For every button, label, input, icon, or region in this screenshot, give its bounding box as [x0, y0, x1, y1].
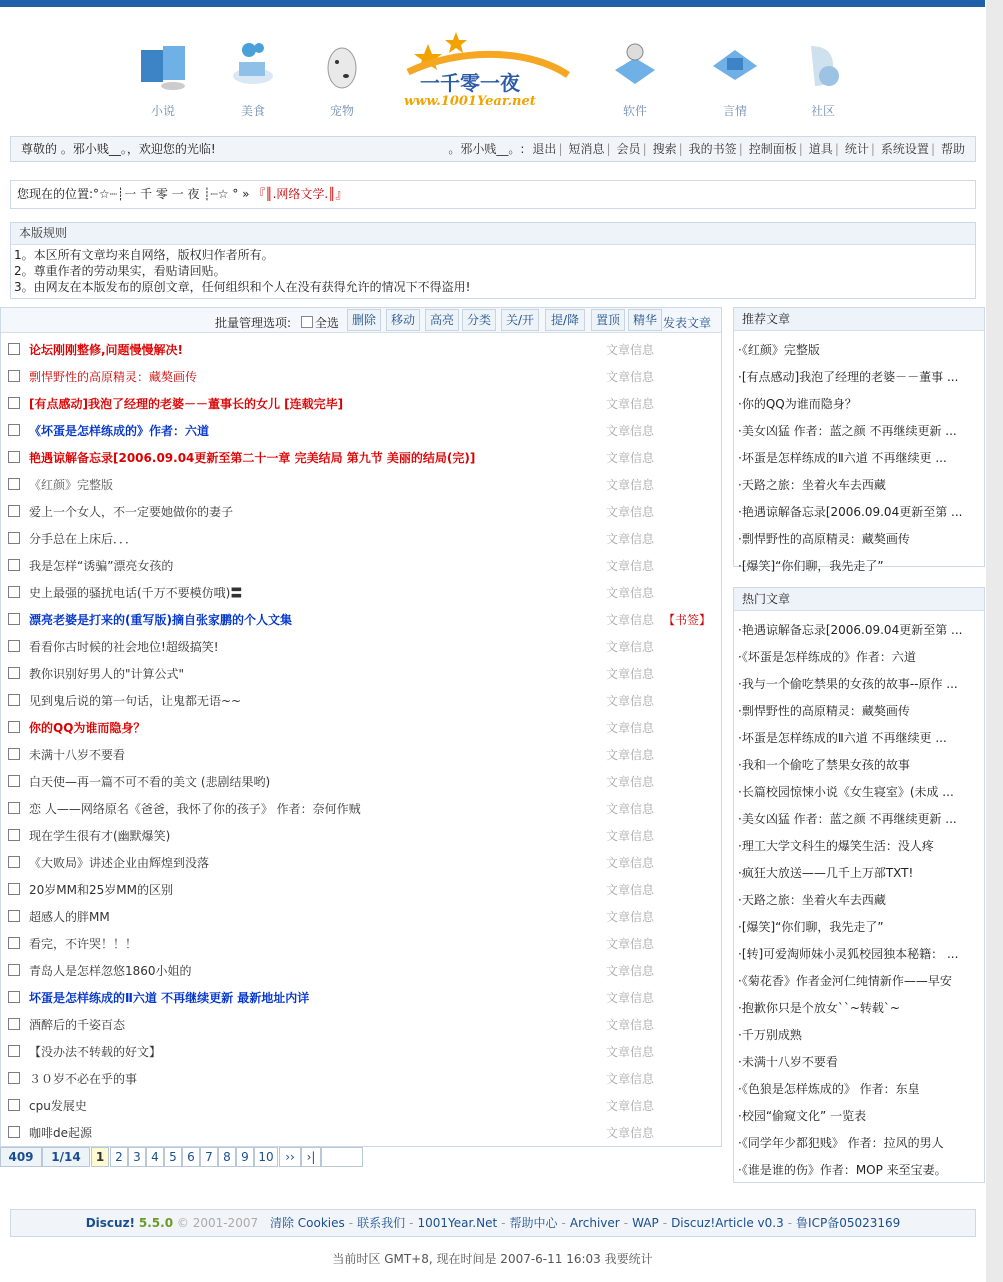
page-8[interactable]: 8 [218, 1147, 236, 1167]
row-checkbox[interactable] [8, 775, 20, 787]
table-row[interactable] [1, 929, 721, 956]
sidebar-item[interactable]: ·天路之旅：坐着火车去西藏 [738, 478, 886, 492]
thread-info-link[interactable]: 文章信息 [606, 1045, 655, 1059]
sidebar-item[interactable]: ·校园“偷窥文化” 一览表 [738, 1109, 867, 1123]
rule-line: 2。尊重作者的劳动果实，看贴请回贴。 [14, 264, 226, 278]
total-count[interactable]: 409 [0, 1147, 42, 1167]
thread-list [0, 307, 722, 1147]
thread-title[interactable]: 【没办法不转载的好文】 [29, 1045, 162, 1059]
sidebar-item[interactable]: ·剽悍野性的高原精灵：藏獒画传 [738, 532, 910, 546]
row-checkbox[interactable] [8, 937, 20, 949]
nav-item-3[interactable] [600, 36, 670, 119]
row-checkbox[interactable] [8, 1126, 20, 1138]
thread-title[interactable]: 《红颜》完整版 [29, 478, 114, 492]
footer-separator: - [561, 1216, 566, 1230]
sidebar-item[interactable]: ·你的QQ为谁而隐身？ [738, 397, 857, 411]
table-row[interactable] [1, 821, 721, 848]
table-row[interactable] [1, 389, 721, 416]
row-checkbox[interactable] [8, 883, 20, 895]
thread-title[interactable]: ３０岁不必在乎的事 [29, 1072, 138, 1086]
page-6[interactable]: 6 [182, 1147, 200, 1167]
sidebar-item[interactable]: ·[爆笑]“你们聊，我先走了” [738, 559, 884, 573]
recommended-box [733, 307, 985, 573]
thread-title[interactable]: 艳遇谅解备忘录[2006.09.04更新至第二十一章 完美结局 第九节 美丽的结局(完)] [29, 451, 476, 465]
footer [10, 1209, 976, 1237]
batch-button-3[interactable]: 分类 [462, 309, 496, 331]
thread-info-link[interactable]: 文章信息 [606, 856, 655, 870]
rule-line: 3。由网友在本版发布的原创文章，任何组织和个人在没有获得允许的情况下不得盗用! [14, 280, 471, 294]
thread-title[interactable]: 教你识别好男人的"计算公式" [29, 667, 185, 681]
thread-info-link[interactable]: 文章信息 [606, 559, 655, 573]
sidebar-item[interactable]: ·[爆笑]“你们聊，我先走了” [738, 920, 884, 934]
thread-title[interactable]: 论坛刚刚整修,问题慢慢解决! [29, 343, 184, 357]
thread-title[interactable]: 《坏蛋是怎样练成的》作者：六道 [29, 424, 210, 438]
sidebar-item[interactable]: ·《菊花香》作者金河仁纯情新作——早安 [738, 974, 952, 988]
dog-icon [312, 36, 372, 96]
thread-title[interactable]: 我是怎样“诱骗”漂亮女孩的 [29, 559, 174, 573]
software-icon [605, 36, 665, 96]
table-row[interactable] [1, 956, 721, 983]
rules-title: 本版规则 [11, 223, 975, 245]
user-bar [10, 136, 976, 162]
community-icon [793, 36, 853, 96]
row-checkbox[interactable] [8, 370, 20, 382]
nav-label: 社区 [810, 104, 835, 118]
hot-box [733, 587, 985, 1183]
row-checkbox[interactable] [8, 856, 20, 868]
thread-info-link[interactable]: 文章信息 [606, 478, 655, 492]
link-separator: | [870, 142, 875, 156]
batch-button-7[interactable]: 精华 [628, 309, 662, 331]
thread-info-link[interactable]: 文章信息 [606, 370, 655, 384]
logo-url: www.1001Year.net [404, 94, 536, 109]
thread-title[interactable]: 看看你古时候的社会地位!超级搞笑! [29, 640, 219, 654]
sidebar-item[interactable]: ·《坏蛋是怎样练成的》作者：六道 [738, 650, 916, 664]
page-jump-input[interactable] [321, 1147, 363, 1167]
table-row[interactable] [1, 848, 721, 875]
sidebar-item[interactable]: ·[有点感动]我泡了经理的老婆－－董事 ... [738, 370, 959, 384]
link-separator: | [930, 142, 935, 156]
user-links [446, 137, 965, 161]
select-all-label[interactable]: 全选 [314, 316, 339, 330]
page-1[interactable]: 1 [91, 1147, 109, 1167]
sidebar-item[interactable]: ·坏蛋是怎样练成的Ⅱ六道 不再继续更 ... [738, 731, 947, 745]
thread-info-link[interactable]: 文章信息 [606, 1126, 655, 1140]
page-9[interactable]: 9 [236, 1147, 254, 1167]
thread-title[interactable]: 青岛人是怎样忽悠1860小姐的 [29, 964, 192, 978]
userbar-link-5[interactable]: 控制面板 [748, 142, 797, 156]
table-row[interactable] [1, 767, 721, 794]
sidebar-item[interactable]: ·未满十八岁不要看 [738, 1055, 838, 1069]
table-row[interactable] [1, 524, 721, 551]
page-3[interactable]: 3 [128, 1147, 146, 1167]
row-checkbox[interactable] [8, 694, 20, 706]
table-row[interactable] [1, 335, 721, 362]
thread-info-link[interactable]: 文章信息 [606, 586, 655, 600]
row-checkbox[interactable] [8, 1072, 20, 1084]
thread-info-link[interactable]: 文章信息 [606, 748, 655, 762]
sidebar-item[interactable]: ·艳遇谅解备忘录[2006.09.04更新至第 ... [738, 623, 963, 637]
hot-title: 热门文章 [734, 588, 984, 611]
server-time: 当前时区 GMT+8, 现在时间是 2007-6-11 16:03 我要统计 [332, 1252, 653, 1266]
thread-info-link[interactable]: 文章信息 [606, 667, 655, 681]
bookmark-tag[interactable]: 【书签】 [663, 613, 712, 627]
nav-label: 言情 [722, 104, 747, 118]
thread-title[interactable]: 恋 人——网络原名《爸爸，我怀了你的孩子》 作者：奈何作贼 [29, 802, 361, 816]
nav-label: 美食 [240, 104, 265, 118]
thread-info-link[interactable]: 文章信息 [606, 829, 655, 843]
userbar-link-8[interactable]: 系统设置 [880, 142, 929, 156]
thread-info-link[interactable]: 文章信息 [606, 505, 655, 519]
table-row[interactable] [1, 794, 721, 821]
table-row[interactable] [1, 470, 721, 497]
thread-title[interactable]: cpu发展史 [29, 1099, 87, 1113]
thread-info-link[interactable]: 文章信息 [606, 991, 655, 1005]
link-separator: | [558, 142, 563, 156]
thread-title[interactable]: 坏蛋是怎样练成的Ⅱ六道 不再继续更新 最新地址内详 [29, 991, 310, 1005]
nav-item-2[interactable] [307, 36, 377, 119]
row-checkbox[interactable] [8, 586, 20, 598]
rule-line: 1。本区所有文章均来自网络，版权归作者所有。 [14, 248, 274, 262]
row-checkbox[interactable] [8, 667, 20, 679]
batch-label: 批量管理选项: [215, 316, 292, 330]
thread-title[interactable]: [有点感动]我泡了经理的老婆－－董事长的女儿 [连载完毕] [29, 397, 344, 411]
thread-title[interactable]: 咖啡de起源 [29, 1126, 93, 1140]
table-row[interactable] [1, 551, 721, 578]
row-checkbox[interactable] [8, 532, 20, 544]
page-2[interactable]: 2 [110, 1147, 128, 1167]
thread-info-link[interactable]: 文章信息 [606, 613, 655, 627]
table-row[interactable] [1, 713, 721, 740]
batch-button-0[interactable]: 删除 [347, 309, 381, 331]
row-checkbox[interactable] [8, 451, 20, 463]
sidebar-item[interactable]: ·[转]可爱淘师妹小灵狐校园独本秘籍： ... [738, 947, 959, 961]
link-separator: | [642, 142, 647, 156]
thread-info-link[interactable]: 文章信息 [606, 883, 655, 897]
breadcrumb-forum[interactable]: 『║.网络文学.║』 [253, 187, 348, 201]
thread-info-link[interactable]: 文章信息 [606, 910, 655, 924]
table-row[interactable] [1, 1010, 721, 1037]
footer-separator: - [787, 1216, 793, 1230]
thread-info-link[interactable]: 文章信息 [606, 1072, 655, 1086]
page-scrollbar[interactable] [986, 0, 1003, 1282]
userbar-link-1[interactable]: 短消息 [568, 142, 605, 156]
nav-item-0[interactable] [128, 36, 198, 119]
thread-info-link[interactable]: 文章信息 [606, 532, 655, 546]
row-checkbox[interactable] [8, 505, 20, 517]
book-icon [133, 36, 193, 96]
row-checkbox[interactable] [8, 721, 20, 733]
next-page-button[interactable]: ›› [279, 1147, 301, 1167]
thread-title[interactable]: 分手总在上床后．．． [29, 532, 138, 546]
row-checkbox[interactable] [8, 748, 20, 760]
thread-info-link[interactable]: 文章信息 [606, 451, 655, 465]
thread-info-link[interactable]: 文章信息 [606, 775, 655, 789]
row-checkbox[interactable] [8, 1099, 20, 1111]
thread-info-link[interactable]: 文章信息 [606, 424, 655, 438]
post-article-link[interactable]: 发表文章 [663, 316, 712, 330]
table-row[interactable] [1, 1091, 721, 1118]
table-row[interactable] [1, 578, 721, 605]
row-checkbox[interactable] [8, 613, 20, 625]
sidebar-item[interactable]: ·疯狂大放送——几千上万部TXT! [738, 866, 914, 880]
table-row[interactable] [1, 1037, 721, 1064]
row-checkbox[interactable] [8, 1045, 20, 1057]
table-row[interactable] [1, 443, 721, 470]
house-icon [705, 36, 765, 96]
footer-separator: - [409, 1216, 414, 1230]
table-row[interactable] [1, 875, 721, 902]
thread-info-link[interactable]: 文章信息 [606, 964, 655, 978]
last-page-button[interactable]: ›| [301, 1147, 321, 1167]
footer-copyright: © 2001-2007 [176, 1216, 259, 1230]
table-row[interactable] [1, 632, 721, 659]
sidebar-item[interactable]: ·千万别成熟 [738, 1028, 802, 1042]
sidebar-item[interactable]: ·《色狼是怎样炼成的》 作者：东皇 [738, 1082, 920, 1096]
link-separator: | [798, 142, 803, 156]
footer-separator: - [623, 1216, 629, 1230]
footer-separator: - [501, 1216, 506, 1230]
sidebar-item[interactable]: ·天路之旅：坐着火车去西藏 [738, 893, 886, 907]
footer-link-3[interactable]: 帮助中心 [509, 1216, 558, 1230]
nav-item-1[interactable] [218, 36, 288, 119]
thread-info-link[interactable]: 文章信息 [606, 1018, 655, 1032]
breadcrumb [10, 180, 976, 209]
table-row[interactable] [1, 983, 721, 1010]
userbar-link-9[interactable]: 帮助 [940, 142, 965, 156]
table-row[interactable] [1, 416, 721, 443]
batch-button-1[interactable]: 移动 [386, 309, 420, 331]
table-row[interactable] [1, 1064, 721, 1091]
thread-title[interactable]: 酒醉后的千姿百态 [29, 1018, 126, 1032]
footer-version: 5.5.0 [138, 1216, 174, 1230]
table-row[interactable] [1, 686, 721, 713]
table-row[interactable] [1, 902, 721, 929]
sidebar-item[interactable]: ·《谁是谁的伤》作者：MOP 来至宝妻。 [738, 1163, 947, 1177]
row-checkbox[interactable] [8, 640, 20, 652]
link-separator: | [738, 142, 743, 156]
userbar-link-7[interactable]: 统计 [844, 142, 869, 156]
sidebar-item[interactable]: ·《红颜》完整版 [738, 343, 820, 357]
row-checkbox[interactable] [8, 1018, 20, 1030]
sidebar-item[interactable]: ·《同学年少都犯贱》 作者：拉风的男人 [738, 1136, 944, 1150]
breadcrumb-prefix[interactable]: 您现在的位置:°☆┈┊一 千 零 一 夜 ┊┈☆ ° » [17, 187, 250, 201]
footer-separator: - [348, 1216, 354, 1230]
footer-link-6[interactable]: Discuz!Article v0.3 [671, 1216, 784, 1230]
row-checkbox[interactable] [8, 343, 20, 355]
coffee-cup-icon [223, 36, 283, 96]
row-checkbox[interactable] [8, 559, 20, 571]
welcome-text: 尊敬的 。邪小贱__。，欢迎您的光临! [21, 142, 216, 156]
sidebar-item[interactable]: ·剽悍野性的高原精灵：藏獒画传 [738, 704, 910, 718]
page-7[interactable]: 7 [200, 1147, 218, 1167]
top-accent-bar [0, 0, 985, 7]
forum-rules [10, 222, 976, 299]
sidebar-item[interactable]: ·艳遇谅解备忘录[2006.09.04更新至第 ... [738, 505, 963, 519]
link-separator: | [834, 142, 839, 156]
link-separator: | [606, 142, 611, 156]
table-row[interactable] [1, 497, 721, 524]
footer-link-7[interactable]: 鲁ICP备05023169 [796, 1216, 901, 1230]
row-checkbox[interactable] [8, 802, 20, 814]
table-row[interactable] [1, 362, 721, 389]
thread-info-link[interactable]: 文章信息 [606, 802, 655, 816]
sidebar-item[interactable]: ·美女凶猛 作者：蓝之颜 不再继续更新 ... [738, 424, 957, 438]
nav-label: 小说 [150, 104, 175, 118]
footer-brand[interactable]: Discuz! [85, 1216, 136, 1230]
thread-title[interactable]: 看完，不许哭！！！ [29, 937, 138, 951]
row-checkbox[interactable] [8, 478, 20, 490]
userbar-link-2[interactable]: 会员 [616, 142, 641, 156]
current-user[interactable]: 。邪小贱__。: [448, 142, 525, 156]
page-indicator[interactable]: 1/14 [42, 1147, 90, 1167]
batch-toolbar [1, 308, 721, 333]
site-logo[interactable] [398, 30, 578, 110]
userbar-link-4[interactable]: 我的书签 [688, 142, 737, 156]
table-row[interactable] [1, 740, 721, 767]
footer-link-2[interactable]: 1001Year.Net [417, 1216, 498, 1230]
footer-link-5[interactable]: WAP [632, 1216, 659, 1230]
table-row[interactable] [1, 1118, 721, 1145]
nav-label: 软件 [622, 104, 647, 118]
thread-title[interactable]: 你的QQ为谁而隐身？ [29, 721, 146, 735]
footer-link-1[interactable]: 联系我们 [357, 1216, 406, 1230]
thread-title[interactable]: 现在学生很有才(幽默爆笑) [29, 829, 171, 843]
thread-info-link[interactable]: 文章信息 [606, 1099, 655, 1113]
row-checkbox[interactable] [8, 910, 20, 922]
thread-info-link[interactable]: 文章信息 [606, 640, 655, 654]
nav-item-4[interactable] [700, 36, 770, 119]
sidebar-item[interactable]: ·坏蛋是怎样练成的Ⅱ六道 不再继续更 ... [738, 451, 947, 465]
thread-info-link[interactable]: 文章信息 [606, 397, 655, 411]
page-4[interactable]: 4 [146, 1147, 164, 1167]
thread-title[interactable]: 漂亮老婆是打来的(重写版)摘自张家鹏的个人文集 [29, 613, 292, 627]
thread-info-link[interactable]: 文章信息 [606, 694, 655, 708]
sidebar-item[interactable]: ·长篇校园惊悚小说《女生寝室》(未成 ... [738, 785, 954, 799]
row-checkbox[interactable] [8, 829, 20, 841]
row-checkbox[interactable] [8, 964, 20, 976]
thread-title[interactable]: 20岁MM和25岁MM的区别 [29, 883, 173, 897]
userbar-link-3[interactable]: 搜索 [652, 142, 677, 156]
sidebar-item[interactable]: ·理工大学文科生的爆笑生活：没人疼 [738, 839, 934, 853]
thread-info-link[interactable]: 文章信息 [606, 343, 655, 357]
userbar-link-6[interactable]: 道具 [808, 142, 833, 156]
batch-button-4[interactable]: 关/开 [501, 309, 539, 331]
page-10[interactable]: 10 [254, 1147, 278, 1167]
batch-button-2[interactable]: 高亮 [425, 309, 459, 331]
table-row[interactable] [1, 659, 721, 686]
thread-title[interactable]: 未满十八岁不要看 [29, 748, 126, 762]
row-checkbox[interactable] [8, 991, 20, 1003]
batch-button-5[interactable]: 提/降 [545, 309, 585, 331]
select-all-checkbox[interactable] [301, 316, 313, 328]
footer-link-0[interactable]: 清除 Cookies [269, 1216, 345, 1230]
table-row[interactable] [1, 605, 721, 632]
link-separator: | [678, 142, 683, 156]
userbar-link-0[interactable]: 退出 [532, 142, 557, 156]
thread-info-link[interactable]: 文章信息 [606, 937, 655, 951]
thread-title[interactable]: 白天使—再一篇不可不看的美文 (悲剧结果哟) [29, 775, 271, 789]
batch-button-6[interactable]: 置顶 [591, 309, 625, 331]
thread-info-link[interactable]: 文章信息 [606, 721, 655, 735]
sidebar-item[interactable]: ·我与一个偷吃禁果的女孩的故事--原作 ... [738, 677, 958, 691]
thread-title[interactable]: 超感人的胖MM [29, 910, 110, 924]
thread-title[interactable]: 史上最强的骚扰电话(千万不要模仿哦)〓 [29, 586, 243, 600]
footer-separator: - [662, 1216, 668, 1230]
row-checkbox[interactable] [8, 397, 20, 409]
recommended-title: 推荐文章 [734, 308, 984, 331]
sidebar-item[interactable]: ·我和一个偷吃了禁果女孩的故事 [738, 758, 910, 772]
page-5[interactable]: 5 [164, 1147, 182, 1167]
sidebar-item[interactable]: ·抱歉你只是个放女``~转载`~ [738, 1001, 900, 1015]
thread-title[interactable]: 爱上一个女人，不一定要她做你的妻子 [29, 505, 234, 519]
nav-label: 宠物 [329, 104, 354, 118]
sidebar-item[interactable]: ·美女凶猛 作者：蓝之颜 不再继续更新 ... [738, 812, 957, 826]
footer-link-4[interactable]: Archiver [569, 1216, 620, 1230]
row-checkbox[interactable] [8, 424, 20, 436]
thread-title[interactable]: 见到鬼后说的第一句话，让鬼都无语~~ [29, 694, 242, 708]
thread-title[interactable]: 剽悍野性的高原精灵：藏獒画传 [29, 370, 198, 384]
thread-title[interactable]: 《大败局》讲述企业由辉煌到没落 [29, 856, 210, 870]
logo-title: 一千零一夜 [420, 71, 520, 95]
nav-item-5[interactable] [788, 36, 858, 119]
